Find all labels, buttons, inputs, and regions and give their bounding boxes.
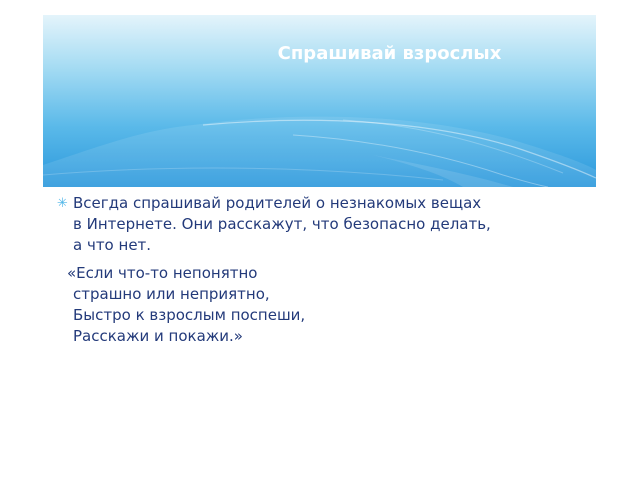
bullet-line: в Интернете. Они расскажут, что безопасно делать,	[73, 215, 491, 233]
bullet-paragraph	[57, 193, 587, 256]
quote-line: «Если что-то непонятно	[67, 264, 258, 282]
quote-line: Расскажи и покажи.»	[73, 327, 243, 345]
slide-title: Спрашивай взрослых	[277, 43, 502, 64]
quote-line: страшно или неприятно,	[73, 285, 270, 303]
quote-verse	[57, 263, 587, 347]
wave-decoration	[43, 15, 596, 187]
slide-body	[57, 193, 587, 347]
quote-line: Быстро к взрослым поспеши,	[73, 306, 306, 324]
title-banner	[43, 15, 596, 187]
bullet-line: а что нет.	[73, 236, 152, 254]
bullet-line: Всегда спрашивай родителей о незнакомых вещах	[73, 194, 482, 212]
asterisk-bullet-icon: ✳	[57, 196, 68, 211]
